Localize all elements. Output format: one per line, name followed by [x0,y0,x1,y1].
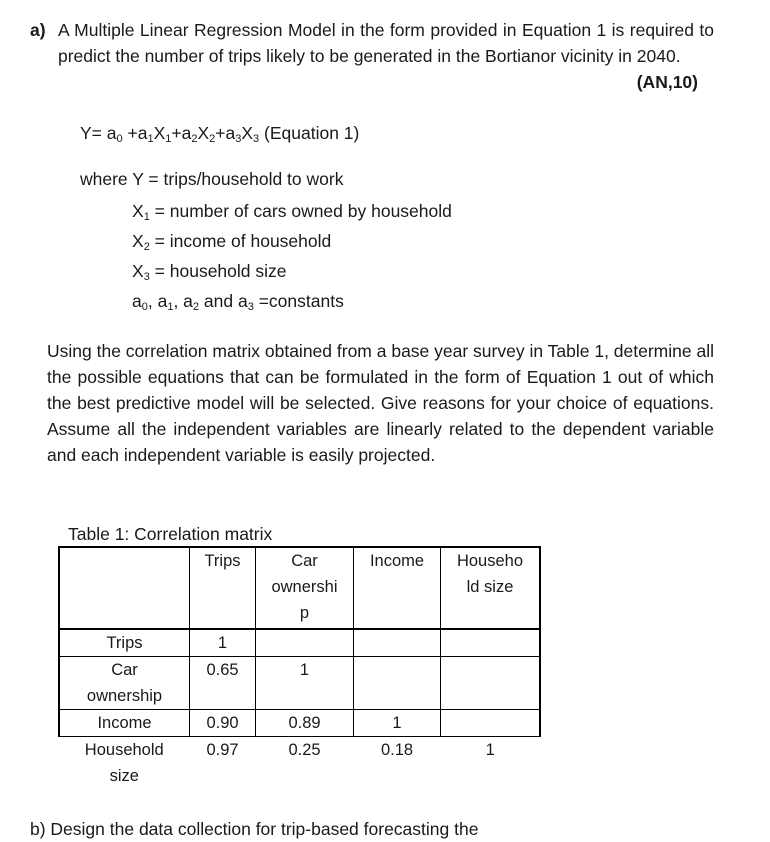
table-header-row [59,547,540,629]
var-x1: $X_1$ = number of cars owned by household [132,201,452,223]
question-label: a) [30,20,46,40]
row-label: Income [59,710,190,737]
table-cell [354,657,441,710]
var-x3: $X_3$ = household size [132,261,287,283]
table-cell: 0.89 [256,710,354,737]
correlation-table [58,546,541,789]
question-body: Using the correlation matrix obtained from a base year survey in Table 1, determine all the possible equations that can be formulated in the form of Equation 1 out of which the best predictive model will be selected. Give reasons for your choice of equations. Assume all the independent variables are linearly related to the dependent variable and each independent variable is easily projected. [47,341,714,465]
table-cell: 0.18 [380,741,414,759]
row-label: Household size [84,741,164,785]
table-cell: 0.65 [190,657,256,710]
table-cell [441,629,541,657]
table-row [59,657,540,710]
var-x2: $X_2$ = income of household [132,231,332,253]
table-caption: Table 1: Correlation matrix [68,524,273,544]
table-cell: 0.97 [206,741,239,759]
table-cell [441,657,541,710]
table-cell: 1 [256,657,354,710]
table-cell: 1 [485,741,495,759]
header-cell-income: Income [354,547,441,629]
table-cell: 0.25 [288,741,321,759]
table-cell: 1 [354,710,441,737]
variable-definitions [132,196,452,316]
var-constants: $a_0$, $a_1$, $a_2$ and $a_3$ =constants [132,291,344,313]
header-cell-car-ownership: Car ownershi p [256,547,354,629]
table-cell [441,710,541,737]
table-cell [354,629,441,657]
table-cell: 0.90 [190,710,256,737]
marks-badge: (AN,10) [636,72,698,92]
table-row [59,737,540,790]
row-label: Trips [59,629,190,657]
header-cell-empty [59,547,190,629]
table-cell: 1 [190,629,256,657]
equation-1: $Y= a_0 +a_1X_1+a_2X_2+a_3X_3$ (Equation 1) [80,123,360,145]
table-cell [256,629,354,657]
question-intro: A Multiple Linear Regression Model in the form provided in Equation 1 is required to predict the number of trips likely to be generated in the Bortianor vicinity in 2040. [58,20,714,66]
header-cell-household-size: Househo ld size [441,547,541,629]
next-question-cut-line: b) Design the data collection for trip-based forecasting the [30,819,479,839]
where-line: where Y = trips/household to work [80,169,344,189]
header-cell-trips: Trips [190,547,256,629]
row-label: Car ownership [59,657,190,710]
table-row [59,710,540,737]
table-row [59,629,540,657]
